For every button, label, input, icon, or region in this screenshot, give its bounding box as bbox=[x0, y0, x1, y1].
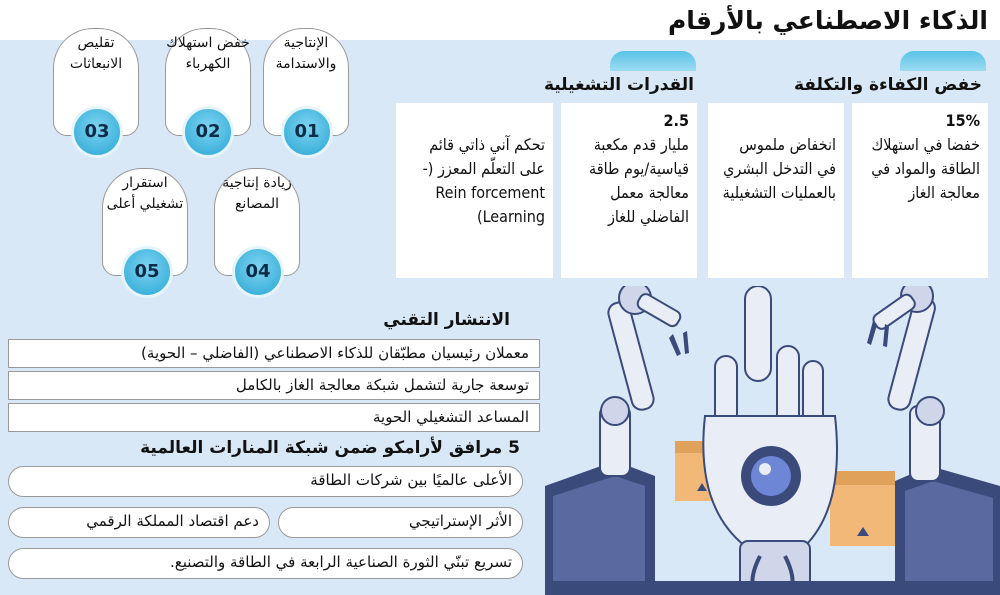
robot-eye-icon bbox=[741, 446, 801, 506]
page-title: الذكاء الاصطناعي بالأرقام bbox=[667, 6, 988, 35]
left-claw-icon bbox=[669, 331, 689, 356]
benefit-01-label: الإنتاجية والاستدامة bbox=[275, 35, 337, 72]
lighthouse-item-3: دعم اقتصاد المملكة الرقمي bbox=[8, 507, 270, 538]
capabilities-tab bbox=[610, 51, 696, 71]
efficiency-card-1-text: خفضا في استهلاك الطاقة والمواد في معالجة الغاز bbox=[871, 135, 980, 202]
capability-card-1-text: مليار قدم مكعبة قياسية/يوم طاقة معالجة معمل الفاضلي للغاز bbox=[589, 135, 689, 226]
benefit-number-03: 03 bbox=[71, 106, 123, 158]
benefit-number-01: 01 bbox=[281, 106, 333, 158]
efficiency-tab bbox=[900, 51, 986, 71]
deployment-heading: الانتشار التقني bbox=[383, 310, 510, 330]
benefit-05-label: استقرار تشغيلي أعلى bbox=[106, 175, 184, 212]
deployment-item-3: المساعد التشغيلي الحوية bbox=[8, 403, 540, 432]
deployment-item-1: معملان رئيسيان مطبّقان للذكاء الاصطناعي (الفاضلي – الحوية) bbox=[8, 339, 540, 368]
capabilities-heading: القدرات التشغيلية bbox=[543, 75, 694, 95]
robot-arm-right bbox=[871, 286, 944, 481]
benefit-04-label: زيادة إنتاجية المصانع bbox=[222, 175, 292, 212]
capability-card-2-text: تحكم آني ذاتي قائم على التعلّم المعزز (-Rein forcement Learning) bbox=[422, 135, 545, 226]
benefit-number-02: 02 bbox=[182, 106, 234, 158]
lighthouse-item-1: الأعلى عالميًا بين شركات الطاقة bbox=[8, 466, 523, 497]
benefit-03-label: تقليص الانبعاثات bbox=[69, 35, 123, 72]
efficiency-card-2 bbox=[708, 103, 844, 278]
deployment-item-2: توسعة جارية لتشمل شبكة معالجة الغاز بالكامل bbox=[8, 371, 540, 400]
capability-card-2 bbox=[396, 103, 553, 278]
benefit-02-label: خفض استهلاك الكهرباء bbox=[166, 35, 250, 72]
robot-arm-left bbox=[600, 286, 682, 476]
package-box-right bbox=[830, 471, 895, 546]
efficiency-heading: خفض الكفاءة والتكلفة bbox=[793, 75, 982, 95]
capability-card-1-value: 2.5 bbox=[663, 111, 689, 130]
capability-card-1 bbox=[561, 103, 697, 278]
efficiency-card-2-text: انخفاض ملموس في التدخل البشري بالعمليات التشغيلية bbox=[722, 135, 836, 202]
conveyor-belt bbox=[545, 581, 1000, 595]
benefit-number-05: 05 bbox=[121, 246, 173, 298]
lighthouse-item-4: تسريع تبنّي الثورة الصناعية الرابعة في الطاقة والتصنيع. bbox=[8, 548, 523, 579]
robot-hand bbox=[703, 286, 837, 595]
efficiency-card-1-value: 15% bbox=[945, 111, 980, 130]
lighthouse-heading: 5 مرافق لأرامكو ضمن شبكة المنارات العالمية bbox=[140, 438, 520, 458]
benefit-number-04: 04 bbox=[232, 246, 284, 298]
lighthouse-item-2: الأثر الإستراتيجي bbox=[278, 507, 523, 538]
efficiency-card-1 bbox=[852, 103, 988, 278]
robot-factory-illustration bbox=[545, 286, 1000, 595]
